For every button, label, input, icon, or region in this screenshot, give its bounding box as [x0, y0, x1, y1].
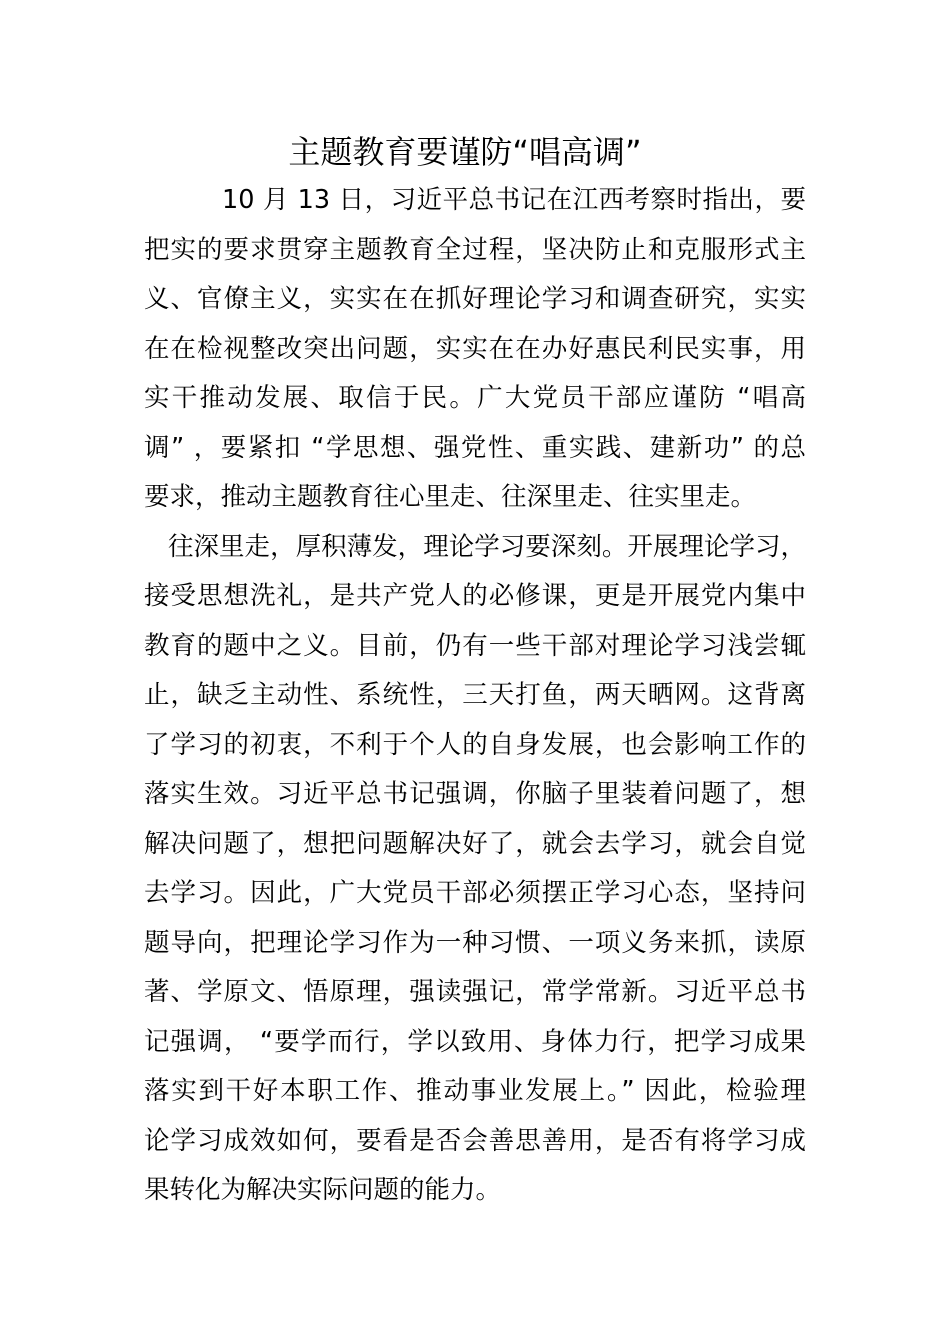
- document-body: [144, 176, 806, 1216]
- paragraph-2: [144, 523, 806, 1216]
- paragraph-line: 解决问题了，想把问题解决好了，就会去学习，就会自觉: [144, 828, 806, 859]
- paragraph-line: 了学习的初衷，不利于个人的自身发展，也会影响工作的: [144, 729, 806, 760]
- paragraph-line: 止，缺乏主动性、系统性，三天打鱼，两天晒网。这背离: [144, 680, 806, 710]
- paragraph-line: 论学习成效如何，要看是否会善思善用，是否有将学习成: [144, 1125, 806, 1156]
- paragraph-line: 落实到干好本职工作、推动事业发展上。” 因此，检验理: [144, 1076, 806, 1106]
- paragraph-line: 把实的要求贯穿主题教育全过程，坚决防止和克服形式主: [144, 234, 806, 265]
- paragraph-line: 去学习。因此，广大党员干部必须摆正学习心态，坚持问: [144, 878, 806, 908]
- document-title: 主题教育要谨防“唱高调”: [288, 133, 642, 171]
- paragraph-line: 记强调， “要学而行，学以致用、身体力行，把学习成果: [144, 1026, 806, 1057]
- paragraph-line: 果转化为解决实际问题的能力。: [144, 1175, 502, 1205]
- paragraph-line: 题导向，把理论学习作为一种习惯、一项义务来抓，读原: [144, 927, 806, 958]
- paragraph-1: [144, 176, 806, 523]
- paragraph-line: 义、官僚主义，实实在在抓好理论学习和调查研究，实实: [144, 284, 806, 314]
- paragraph-line: 要求，推动主题教育往心里走、往深里走、往实里走。: [144, 482, 757, 512]
- paragraph-line: 实干推动发展、取信于民。广大党员干部应谨防 “唱高: [144, 383, 806, 413]
- paragraph-line: 调” ，要紧扣 “学思想、强党性、重实践、建新功” 的总: [144, 432, 806, 463]
- paragraph-line: 著、学原文、悟原理，强读强记，常学常新。习近平总书: [144, 977, 806, 1007]
- paragraph-line: 教育的题中之义。目前，仍有一些干部对理论学习浅尝辄: [144, 630, 806, 661]
- paragraph-line: 接受思想洗礼，是共产党人的必修课，更是开展党内集中: [144, 581, 806, 611]
- paragraph-line: 在在检视整改突出问题，实实在在办好惠民利民实事，用: [144, 333, 806, 364]
- paragraph-line: 10 月 13 日，习近平总书记在江西考察时指出，要: [222, 185, 806, 215]
- paragraph-line: 往深里走，厚积薄发，理论学习要深刻。开展理论学习，: [168, 531, 806, 562]
- paragraph-line: 落实生效。习近平总书记强调，你脑子里装着问题了，想: [144, 779, 806, 809]
